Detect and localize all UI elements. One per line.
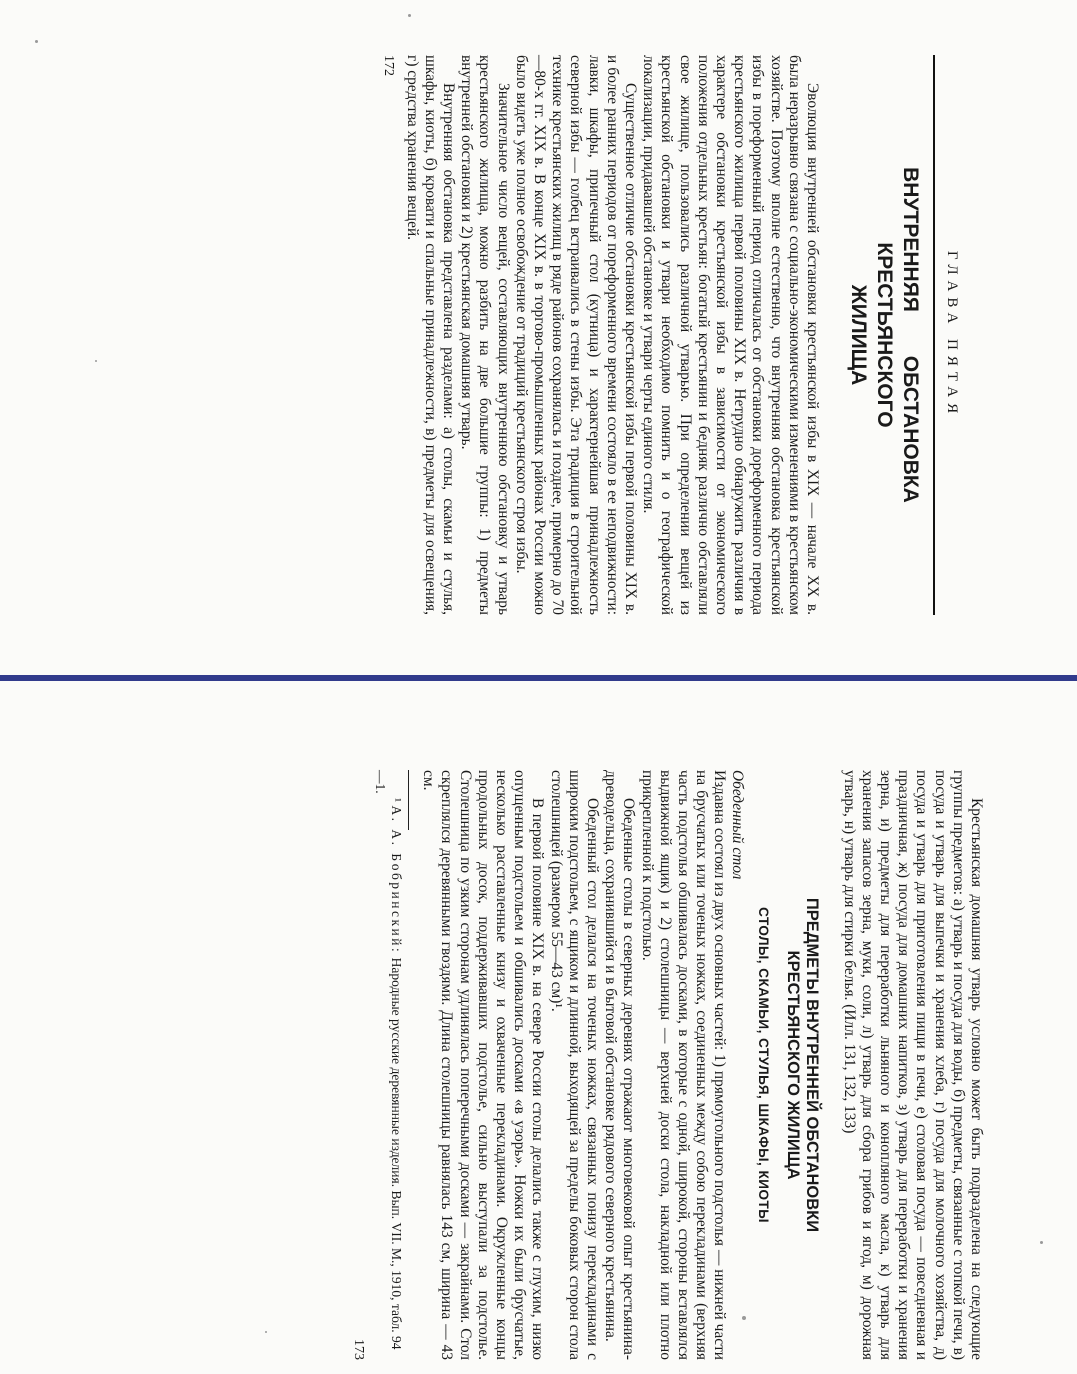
section-subtitle: СТОЛЫ, СКАМЬИ, СТУЛЬЯ, ШКАФЫ, КИОТЫ (756, 907, 772, 1223)
intro-paragraph (839, 770, 985, 1360)
scan-speck (1040, 1241, 1043, 1244)
illustration-ref: (Илл. 131, 132, 133) (840, 1004, 858, 1134)
footnote-author: А. А. Бобринский: (388, 805, 404, 955)
lower-page-scan (0, 681, 1077, 1374)
paragraph: Внутренняя обстановка представлена разделами: а) столы, скамьи и стулья, шкафы, киоты, б) кровати и спальные принадлежности, в) предметы для освещения, г) средства хранения вещей. (403, 55, 457, 615)
page-number: 172 (381, 55, 397, 76)
paragraph: Значительное число вещей, составляющих внутреннюю обстановку и утварь крестьянского жилища, можно разбить на две большие группы: 1) предметы внутренней обстановки и 2) крестьянская домашняя утварь. (458, 55, 512, 615)
intro-text: Крестьянская домашняя утварь условно может быть подразделена на следующие группы предметов: а) утварь и посуда для воды, б) предметы, связанные с топкой печи, в) посуда и утварь для выпечки и хранения хлеба, г) посуда для молочного хозяйства, д) посуда и утварь для приготовления пищи в печи, е) столовая посуда — повседневная и праздничная, ж) посуда для домашних напитков, з) утварь для переработки и хранения зерна, и) предметы для переработки льняного и конопляного масла, к) утварь для хранения запасов зерна, муки, соли, л) утварь для сбора грибов и ягод, м) дорожная утварь, н) утварь для стирки белья. (840, 770, 985, 1360)
upper-page-scan (0, 0, 1077, 675)
chapter-title-line1: ВНУТРЕННЯЯ ОБСТАНОВКА КРЕСТЬЯНСКОГО (873, 167, 922, 503)
page-173 (105, 770, 985, 1360)
footnote-rule (408, 770, 409, 830)
scan-speck (35, 40, 38, 43)
paragraph: Эволюция внутренней обстановки крестьянской избы в XIX — начале XX в. была неразрывно связана с социально-экономическими изменениями в крестьянском хозяйстве. Поэтому вполне естественно, что внутренняя обстановка крестьянской избы в пореформенный период отличалась от обстановки дореформенного периода крестьянского жилища первой половины XIX в. Нетрудно обнаружить различия в характере обстановки крестьянской избы в зависимости от экономического положения отдельных крестьян: богатый крестьянин и бедняк различно обставляли свое жилище, пользовались различной утварью. При определении вещей из крестьянской обстановки и утвари необходимо помнить и о географической локализации, придававшей обстановке и утвари черты единого стиля. (640, 55, 821, 615)
subheading: Обеденный стол (729, 770, 747, 880)
section-title-line1: ПРЕДМЕТЫ ВНУТРЕННЕЙ ОБСТАНОВКИ (803, 897, 822, 1233)
footnote: ¹ А. А. Бобринский: Народные русские деревянные изделия. Вып. VII. М., 1910, табл. 94—1. (372, 770, 404, 1350)
footnote-text: Народные русские деревянные изделия. Вып. VII. М., 1910, табл. 94—1. (372, 770, 404, 1350)
page-172 (90, 55, 960, 615)
running-head: ГЛАВА ПЯТАЯ (944, 250, 960, 420)
section-title (783, 770, 821, 1360)
section-title-line2: КРЕСТЬЯНСКОГО ЖИЛИЩА (784, 950, 803, 1180)
page-number: 173 (350, 1339, 366, 1360)
paragraph: Обеденный стол делался на точеных ножках, связанных понизу перекладинами с широким подстольем, с ящиком и длинной, выходящей за пределы боковых сторон стола столешницей (размером 55—43 см)¹. (547, 770, 601, 1360)
scan-speck (408, 14, 411, 17)
paragraph: В первой половине XIX в. на севере России столы делались также с глухим, низко опущенным подстольем и обшивались досками «в узорь». Ножки их были брусчатые, несколько расставленные книзу и охваченные перекладинами. Окружленные концы продольных досок, поддерживавших подстолье, сильно выступали за подстолье. Столешница по узким сторонам удлинялась поперечными досками — закрайнами. Стол скреплялся деревянными гвоздями. Длина столешницы равнялась 143 см, ширина — 43 см. (420, 770, 547, 1360)
paragraph: Издавна состоял из двух основных частей: 1) прямоугольного подстолья — нижней части на брусчатых или точеных ножках, соединенных между собою перекладинами (верхняя часть подстолья обшивалась досками, в которые с одной, широкой, стороны вставлялся выдвижной ящик) и 2) столешницы — верхней доски стола, накладной или плотно прикрепленной к подстолью. (638, 770, 729, 1360)
header-rule (933, 55, 935, 615)
paragraph: Существенное отличие обстановки крестьянской избы первой половины XIX в. и более ранних периодов от пореформенного времени состояло в ее неподвижности: лавки, шкафы, припечный стол (кутница) и характернейшая принадлежность северной избы — голбец встраивались в стены избы. Эта традиция в строительной технике крестьянских жилищ в ряде районов сохранялась и позднее, примерно до 70—80-х гг. XIX в. В конце XIX в. в торгово-промышленных районах России можно было видеть уже полное освобождение от традиций крестьянского строя избы. (512, 55, 639, 615)
chapter-title (845, 55, 923, 615)
chapter-title-line2: ЖИЛИЩА (847, 284, 870, 386)
paragraph: Обеденные столы в северных деревнях отражают многовековой опыт крестьянина-древодельца, сохранившийся и в бытовой обстановке рядового северного крестьянина. (602, 770, 638, 1360)
